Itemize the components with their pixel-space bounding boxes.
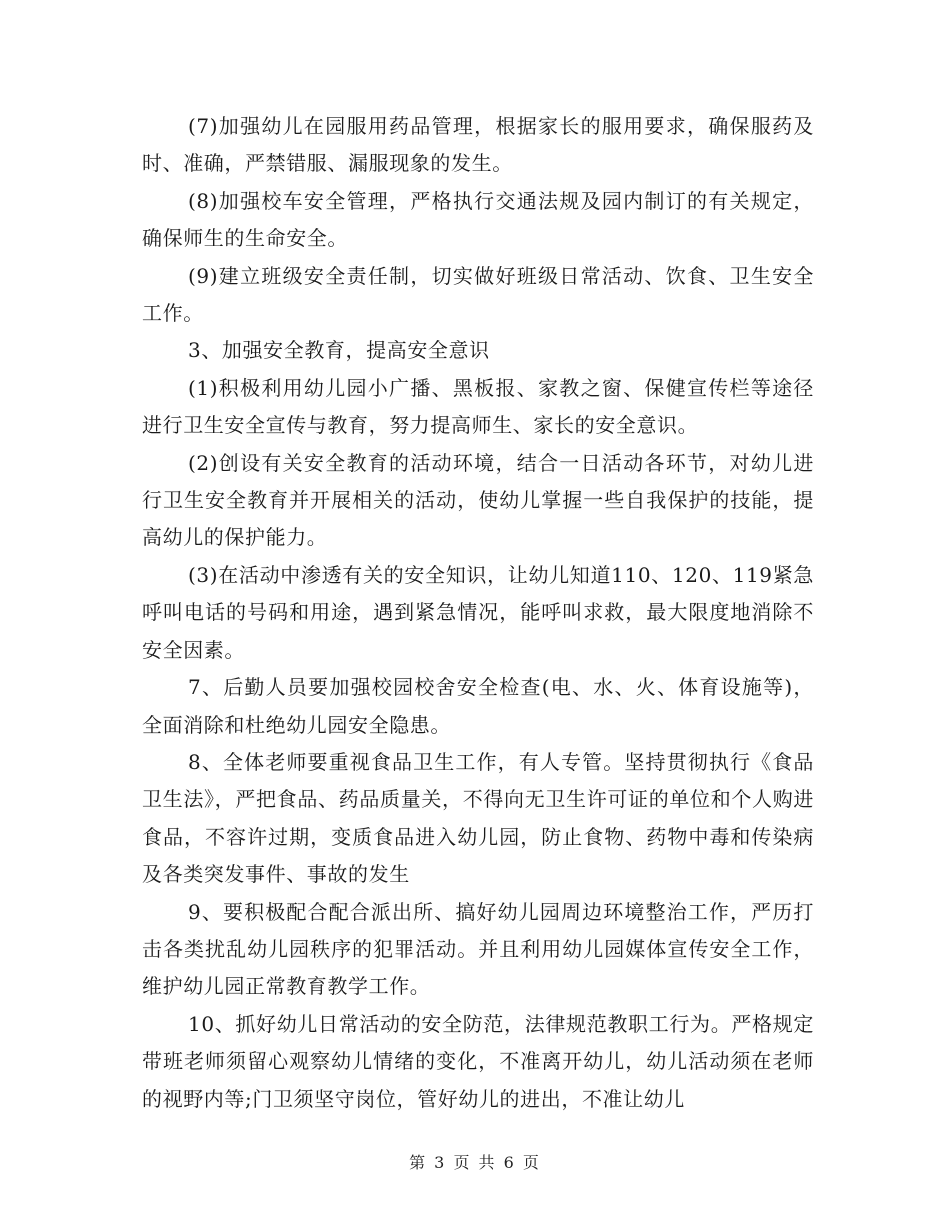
paragraph-1-publicity: (1)积极利用幼儿园小广播、黑板报、家教之窗、保健宣传栏等途径进行卫生安全宣传与教育，努力提高师生、家长的安全意识。 [142,375,814,438]
item-10-daily-activities: 10、抓好幼儿日常活动的安全防范，法律规范教职工行为。严格规定带班老师须留心观察幼儿情绪的变化，不准离开幼儿，幼儿活动须在老师的视野内等;门卫须坚守岗位，管好幼儿的进出，不准让幼儿 [142,1011,814,1111]
paragraph-9-class-responsibility: (9)建立班级安全责任制，切实做好班级日常活动、饮食、卫生安全工作。 [142,263,814,326]
paragraph-3-emergency-numbers: (3)在活动中渗透有关的安全知识，让幼儿知道110、120、119紧急呼叫电话的号码和用途，遇到紧急情况，能呼叫求救，最大限度地消除不安全因素。 [142,562,814,662]
item-9-police-cooperation: 9、要积极配合配合派出所、搞好幼儿园周边环境整治工作，严历打击各类扰乱幼儿园秩序的犯罪活动。并且利用幼儿园媒体宣传安全工作，维护幼儿园正常教育教学工作。 [142,899,814,999]
document-body [142,108,814,1118]
paragraph-2-environment: (2)创设有关安全教育的活动环境，结合一日活动各环节，对幼儿进行卫生安全教育并开展相关的活动，使幼儿掌握一些自我保护的技能，提高幼儿的保护能力。 [142,450,814,550]
paragraph-7-medication: (7)加强幼儿在园服用药品管理，根据家长的服用要求，确保服药及时、准确，严禁错服、漏服现象的发生。 [142,114,814,176]
item-8-food-hygiene: 8、全体老师要重视食品卫生工作，有人专管。坚持贯彻执行《食品卫生法》，严把食品、药品质量关，不得向无卫生许可证的单位和个人购进食品，不容许过期，变质食品进入幼儿园，防止食物、药物中毒和传染病及各类突发事件、事故的发生 [142,749,814,887]
item-7-logistics-inspection: 7、后勤人员要加强校园校舍安全检查(电、水、火、体育设施等)，全面消除和杜绝幼儿园安全隐患。 [142,675,814,737]
page-number-footer: 第 3 页 共 6 页 [409,1153,541,1172]
paragraph-8-school-bus: (8)加强校车安全管理，严格执行交通法规及园内制订的有关规定，确保师生的生命安全。 [142,188,814,251]
section-heading-safety-education: 3、加强安全教育，提高安全意识 [188,338,490,363]
